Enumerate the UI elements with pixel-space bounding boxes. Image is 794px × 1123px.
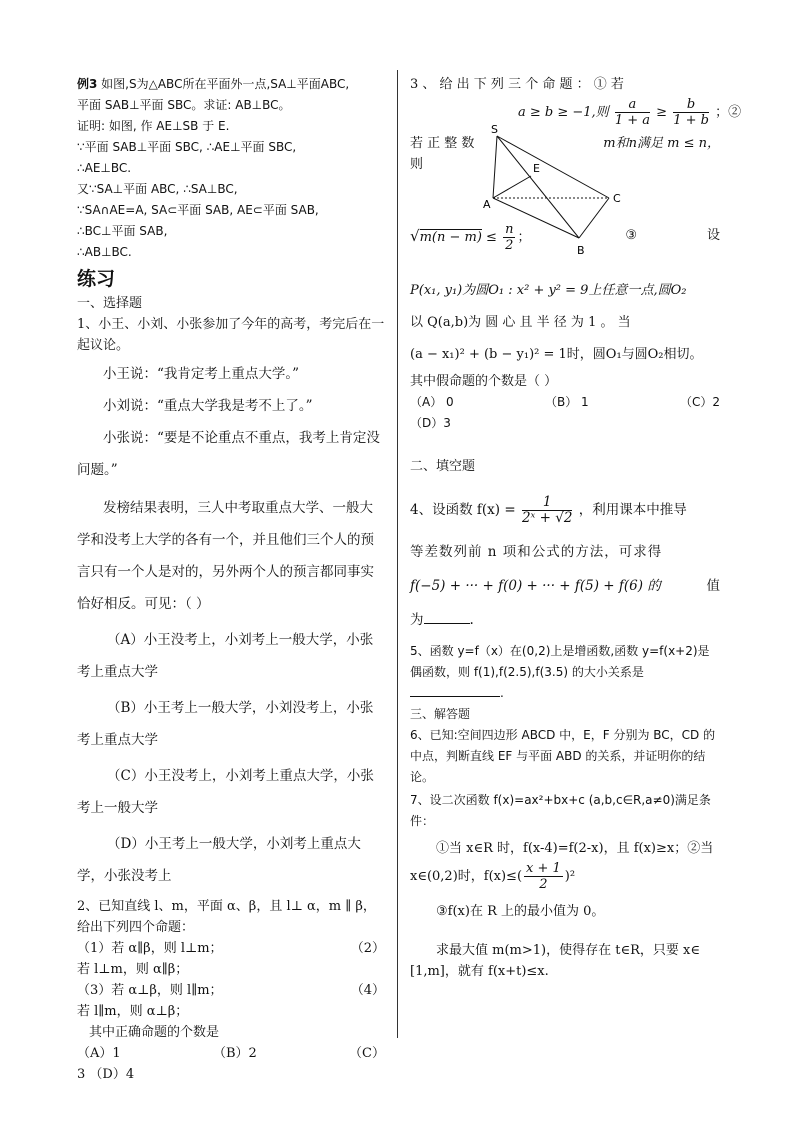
label-E: E [533,162,540,175]
q7-ask-line-1: 求最大值 m(m>1)，使得存在 t∈R，只要 x∈ [436,943,700,958]
q2-proposition-row-3 [77,980,385,1001]
left-column [77,74,385,1085]
q2-proposition-2: 若 l⊥m，则 α∥β； [77,962,189,977]
fraction-a-over-1-plus-a: $\frac{a}{1 + a}$ [614,97,651,128]
q1-zhang-statement: 小张说：“要是不论重点不重点，我考上肯定没问题。” [77,430,380,478]
q3-sqrt-inequality: √m(n − m) ≤ $\frac{n}{2}$ ； [410,222,531,253]
q7-condition-2: x∈(0,2)时，f(x)≤( $\frac{x + 1}{2}$ )² [410,861,576,892]
fraction-b-over-1-plus-b: $\frac{b}{1 + b}$ [673,97,709,128]
q4-answer-blank[interactable] [424,623,470,624]
fraction-q4: $\frac{1}{\text{2ˣ + √2}}$ [521,494,573,526]
q7-ask-line-2: [1,m]，就有 f(x+t)≤x. [410,964,549,979]
q3-option-a: （A） 0 [410,395,454,409]
q3-then: 则 [410,157,424,172]
q3-ask: 其中假命题的个数是（ ） [410,374,558,389]
label-A: A [483,198,491,211]
q1-wang-statement: 小王说：“我肯定考上重点大学。” [103,366,300,382]
q2-option-b: （B）2 [212,1046,257,1061]
q2-proposition-4-label: （4） [350,983,385,998]
q2-options-row [77,1043,385,1064]
q3-proposition-1: a ≥ b ≥ −1,则 $\frac{a}{1 + a}$ ≥ $\frac{b}{1 + b}$ ；② [518,97,742,128]
column-divider [397,70,398,1038]
q2-ask: 其中正确命题的个数是 [89,1025,220,1040]
q2-option-a: （A）1 [77,1046,121,1061]
example-3-statement-cont: 平面 SAB⊥平面 SBC。求证: AB⊥BC。 [77,98,291,112]
q3-proposition-3-mark: ③ [625,228,637,243]
q3-option-d: （D）3 [410,416,451,430]
q2-proposition-1: （1）若 α∥β，则 l⊥m； [77,941,223,956]
q3-option-b: （B） 1 [544,395,589,409]
q3-set-word: 设 [706,228,720,243]
q5-answer-blank[interactable] [410,696,500,697]
right-column [410,74,742,982]
question-2-intro: 2、已知直线 l、m，平面 α、β，且 l⊥ α，m ∥ β，给出下列四个命题： [77,899,376,935]
proof-line-5: ∵SA∩AE=A, SA⊂平面 SAB, AE⊂平面 SAB, [77,203,319,217]
q1-option-b: （B）小王考上一般大学，小刘没考上，小张考上重点大学 [77,700,374,748]
q1-option-d: （D）小王考上一般大学，小刘考上重点大学，小张没考上 [77,836,361,884]
q1-body: 发榜结果表明，三人中考取重点大学、一般大学和没考上大学的各有一个，并且他们三个人的预言只有一个人是对的，另外两个人的预言都同事实恰好相反。可见：（ ） [77,500,374,612]
question-7-intro: 7、设二次函数 f(x)=ax²+bx+c (a,b,c∈R,a≠0)满足条件： [410,793,711,828]
label-B: B [577,244,585,257]
q1-liu-statement: 小刘说：“重点大学我是考不上了。” [103,398,313,414]
q3-option-c: （C）2 [679,395,720,409]
q3-circle-Q: 以 Q(a,b)为 圆 心 且 半 径 为 1 。 当 [410,315,631,330]
q2-proposition-row-1 [77,938,385,959]
question-5: 5、函数 y=f（x）在(0,2)上是增函数,函数 y=f(x+2)是偶函数，则 f(1),f(2.5),f(3.5) 的大小关系是. [410,644,710,700]
question-3-intro: 3 、 给 出 下 列 三 个 命 题 ： ① 若 [410,77,624,92]
example-label: 例3 [77,77,98,91]
proof-line-6: ∴BC⊥平面 SAB, [77,224,168,238]
proof-line-7: ∴AB⊥BC. [77,245,132,259]
q1-option-c: （C）小王没考上，小刘考上重点大学，小张考上一般大学 [77,768,374,816]
q2-proposition-2-label: （2） [350,941,385,956]
q7-condition-3: ③f(x)在 R 上的最小值为 0。 [436,904,605,919]
question-4-line-2: 等差数列前 n 项和公式的方法，可求得 [410,544,663,560]
q3-sqrt-row [410,219,720,255]
q2-option-c-d: 3 （D）4 [77,1067,135,1082]
q7-condition-1: ①当 x∈R 时，f(x-4)=f(2-x)，且 f(x)≥x；②当 [436,841,714,856]
q3-tangent-condition: (a − x₁)² + (b − y₁)² = 1时，圆O₁与圆O₂相切。 [410,347,703,362]
q2-option-c: （C） [349,1046,385,1061]
q3-proposition-2: 若 正 整 数 m和n满足 m ≤ n， [410,136,720,151]
question-4-line-3: f(−5) + ··· + f(0) + ··· + f(5) + f(6) 的 值 [410,578,720,594]
fraction-n-over-2: $\frac{n}{2}$ [505,222,514,253]
q1-option-a: （A）小王没考上，小刘考上一般大学，小张考上重点大学 [77,632,374,680]
q3-circle-P: P(x₁, y₁)为圆O₁ : x² + y² = 9上任意一点,圆O₂ [410,283,687,298]
proof-line-2: ∵平面 SAB⊥平面 SBC, ∴AE⊥平面 SBC, [77,140,297,154]
question-1-intro: 1、小王、小刘、小张参加了今年的高考，考完后在一起议论。 [77,317,385,353]
q3-options-row [410,392,720,413]
proof-line-4: 又∵SA⊥平面 ABC, ∴SA⊥BC, [77,182,238,196]
question-4-line-4: 为 . [410,612,474,628]
practice-heading: 练习 [77,268,116,290]
question-6: 6、已知:空间四边形 ABCD 中，E，F 分别为 BC，CD 的中点，判断直线 EF 与平面 ABD 的关系，并证明你的结论。 [410,728,716,784]
question-4-line-1: 4、设函数 f(x) = $\frac{1}{\text{2ˣ + √2}}$ ，利用课本中推导 [410,494,687,526]
q2-proposition-4: 若 l∥m，则 α⊥β； [77,1004,189,1019]
proof-line-1: 证明: 如图, 作 AE⊥SB 于 E. [77,119,230,133]
section-choice-heading: 一、选择题 [77,296,143,311]
fraction-q7: $\frac{x + 1}{2}$ [526,861,561,892]
label-S: S [491,123,498,136]
proof-line-3: ∴AE⊥BC. [77,161,132,175]
label-C: C [613,192,621,205]
example-3-statement: 例3 如图,S为△ABC所在平面外一点,SA⊥平面ABC, [77,77,350,91]
section-fill-heading: 二、填空题 [410,459,476,474]
section-answer-heading: 三、解答题 [410,707,471,721]
q2-proposition-3: （3）若 α⊥β，则 l∥m； [77,983,223,998]
